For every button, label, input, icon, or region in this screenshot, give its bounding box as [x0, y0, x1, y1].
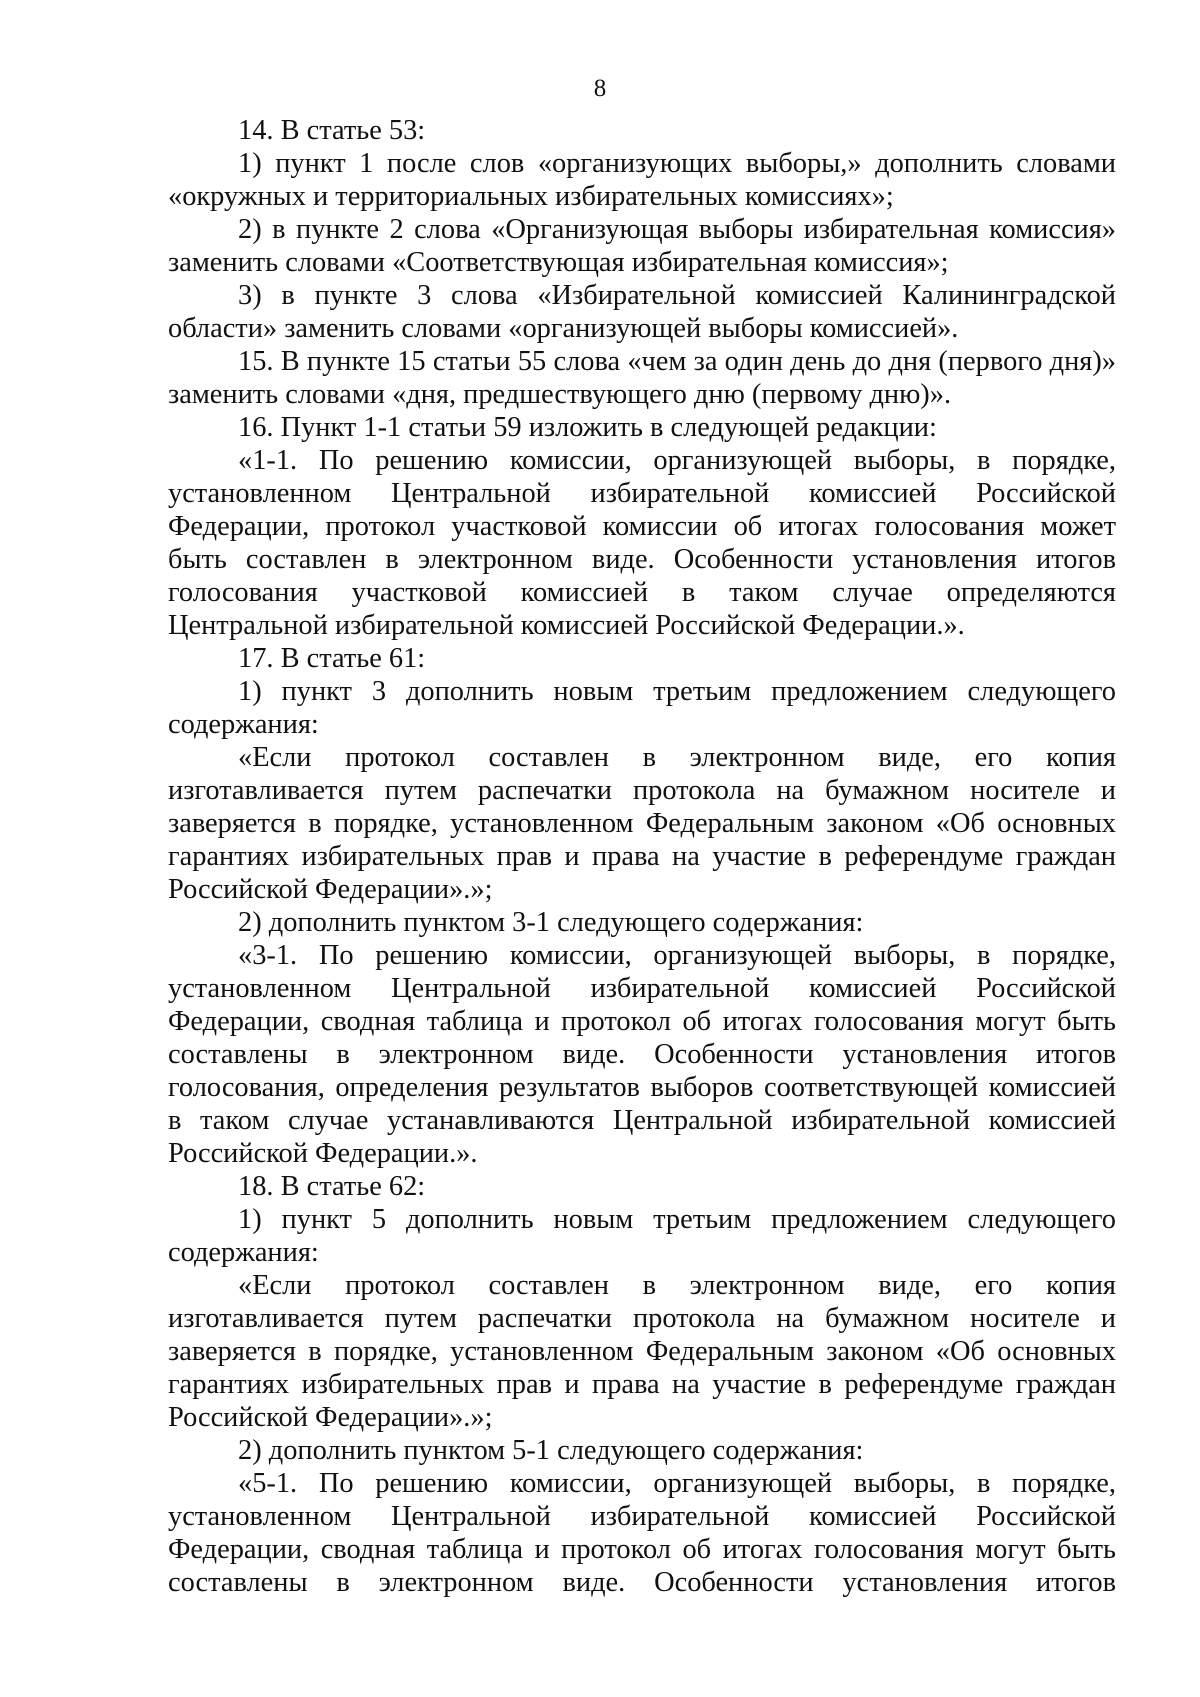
- paragraph-18-2: 2) дополнить пунктом 5-1 следующего содержания:: [238, 1435, 864, 1466]
- paragraph-17-2-text: «3-1. По решению комиссии, организующей выборы, в порядке, установленном Центральной избирательной комиссией Российской Федерации, сводная таблица и протокол об итогах голосования могут быть составлены в электронном виде. Особенности установления итогов голосования, определения результатов выборов соответствующей комиссией в таком случае устанавливаются Центральной избирательной комиссией Российской Федерации.».: [168, 940, 1116, 1169]
- paragraph-18: 18. В статье 62:: [238, 1171, 426, 1202]
- paragraph-16-text: «1-1. По решению комиссии, организующей выборы, в порядке, установленном Центральной избирательной комиссией Российской Федерации, протокол участковой комиссии об итогах голосования может быть составлен в электронном виде. Особенности установления итогов голосования участковой комиссией в таком случае определяются Центральной избирательной комиссией Российской Федерации.».: [168, 445, 1116, 641]
- document-body: [168, 114, 1116, 1599]
- paragraph-18-2-text: «5-1. По решению комиссии, организующей выборы, в порядке, установленном Центральной избирательной комиссией Российской Федерации, сводная таблица и протокол об итогах голосования могут быть составлены в электронном виде. Особенности установления итогов: [168, 1468, 1116, 1598]
- paragraph-18-1: 1) пункт 5 дополнить новым третьим предложением следующего содержания:: [168, 1204, 1116, 1268]
- paragraph-17-2: 2) дополнить пунктом 3-1 следующего содержания:: [238, 907, 864, 938]
- paragraph-15: 15. В пункте 15 статьи 55 слова «чем за один день до дня (первого дня)» заменить словами «дня, предшествующего дню (первому дню)».: [168, 346, 1116, 410]
- paragraph-18-1-text: «Если протокол составлен в электронном виде, его копия изготавливается путем распечатки протокола на бумажном носителе и заверяется в порядке, установленном Федеральным законом «Об основных гарантиях избирательных прав и права на участие в референдуме граждан Российской Федерации».»;: [168, 1270, 1116, 1433]
- page-number: 8: [593, 75, 607, 102]
- paragraph-17-1: 1) пункт 3 дополнить новым третьим предложением следующего содержания:: [168, 676, 1116, 740]
- paragraph-16: 16. Пункт 1-1 статьи 59 изложить в следующей редакции:: [238, 412, 937, 443]
- paragraph-14-1: 1) пункт 1 после слов «организующих выборы,» дополнить словами «окружных и территориальных избирательных комиссиях»;: [168, 148, 1116, 212]
- paragraph-14-2: 2) в пункте 2 слова «Организующая выборы избирательная комиссия» заменить словами «Соответствующая избирательная комиссия»;: [168, 214, 1116, 278]
- paragraph-14-3: 3) в пункте 3 слова «Избирательной комиссией Калининградской области» заменить словами «организующей выборы комиссией».: [168, 280, 1116, 344]
- paragraph-14: 14. В статье 53:: [238, 115, 426, 146]
- paragraph-17-1-text: «Если протокол составлен в электронном виде, его копия изготавливается путем распечатки протокола на бумажном носителе и заверяется в порядке, установленном Федеральным законом «Об основных гарантиях избирательных прав и права на участие в референдуме граждан Российской Федерации».»;: [168, 742, 1116, 905]
- paragraph-17: 17. В статье 61:: [238, 643, 426, 674]
